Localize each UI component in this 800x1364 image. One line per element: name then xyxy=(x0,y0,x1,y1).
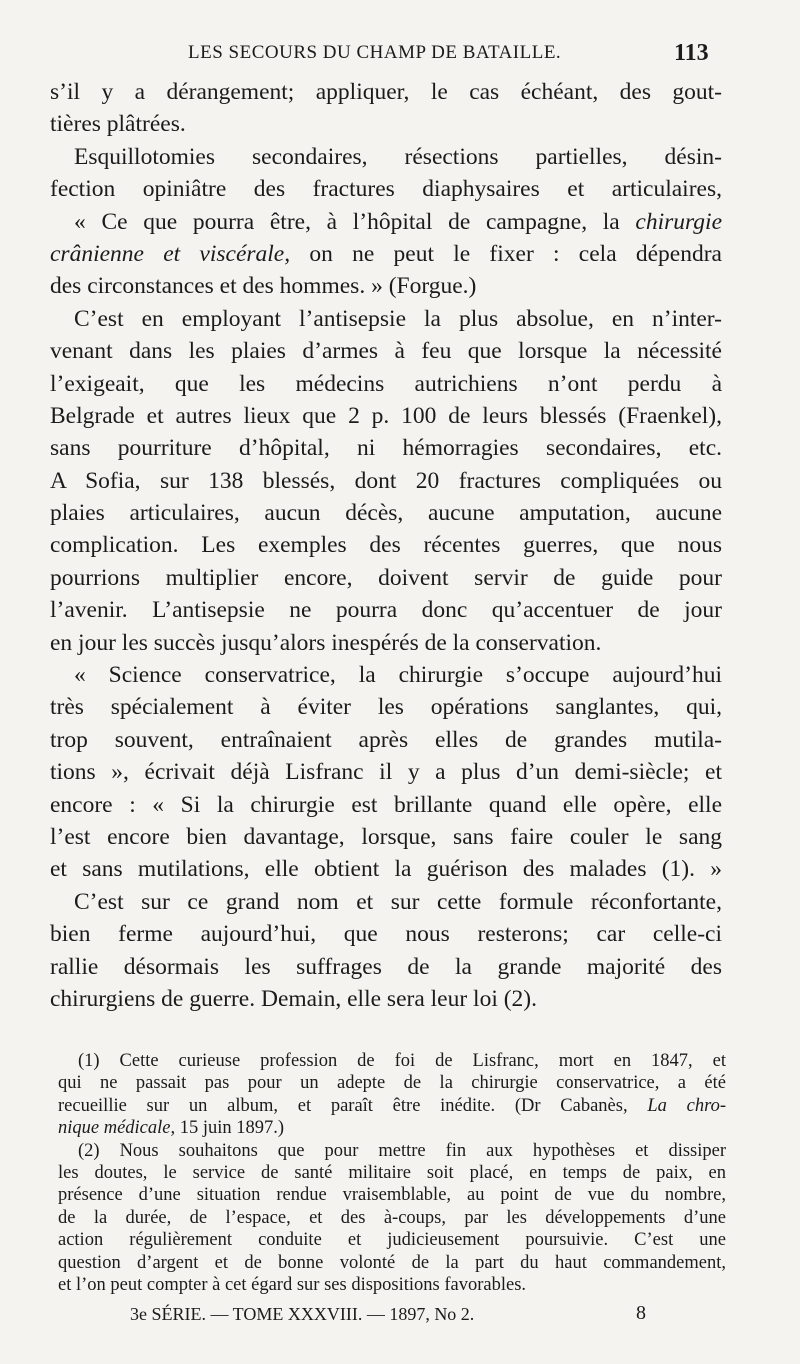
line-text: recueillie sur un album, et paraît être inédite. (Dr Cabanès, xyxy=(58,1095,628,1116)
text-line xyxy=(50,627,722,659)
footnote-line xyxy=(58,1095,726,1117)
line-text: l’avenir. L’antisepsie ne pourra donc qu’accentuer de jour xyxy=(50,597,722,624)
footnote-line xyxy=(58,1274,726,1296)
text-line xyxy=(50,724,722,756)
text-line xyxy=(50,108,722,140)
line-text: (2) Nous souhaitons que pour mettre fin aux hypothèses et dissiper xyxy=(78,1140,726,1161)
text-line xyxy=(50,886,722,918)
italic-text: La chro- xyxy=(647,1095,726,1116)
line-text: qui ne passait pas pour un adepte de la chirurgie conservatrice, a été xyxy=(58,1073,726,1094)
line-text: C’est en employant l’antisepsie la plus absolue, en n’inter- xyxy=(74,305,722,332)
text-line xyxy=(50,400,722,432)
text-line xyxy=(50,594,722,626)
line-text: « Ce que pourra être, à l’hôpital de campagne, la xyxy=(74,208,620,235)
page-number: 113 xyxy=(674,40,709,66)
line-text: fection opiniâtre des fractures diaphysaires et articulaires, xyxy=(50,176,722,203)
line-text: sans pourriture d’hôpital, ni hémorragies secondaires, etc. xyxy=(50,435,722,462)
footnote-line xyxy=(58,1140,726,1162)
text-line xyxy=(50,432,722,464)
line-text: C’est sur ce grand nom et sur cette formule réconfortante, xyxy=(74,888,722,915)
text-line xyxy=(50,789,722,821)
line-text: l’exigeait, que les médecins autrichiens n’ont perdu à xyxy=(50,370,722,397)
line-text: chirurgiens de guerre. Demain, elle sera leur loi (2). xyxy=(50,985,537,1012)
line-text: tières plâtrées. xyxy=(50,111,186,138)
line-text: et sans mutilations, elle obtient la guérison des malades (1). » xyxy=(50,856,722,883)
line-text: venant dans les plaies d’armes à feu que lorsque la nécessité xyxy=(50,338,722,365)
text-line xyxy=(50,951,722,983)
text-line xyxy=(50,173,722,205)
text-line xyxy=(50,76,722,108)
text-line xyxy=(50,335,722,367)
running-head xyxy=(0,40,800,68)
text-line xyxy=(50,756,722,788)
line-text: de la durée, de l’espace, et des à-coups, par les développements d’une xyxy=(58,1207,726,1228)
text-line xyxy=(50,303,722,335)
line-text: et l’on peut compter à cet égard sur ses dispositions favorables. xyxy=(58,1274,527,1295)
footnote-line xyxy=(58,1184,726,1206)
line-text: Belgrade et autres lieux que 2 p. 100 de leurs blessés (Fraenkel), xyxy=(50,402,722,429)
line-text: on ne peut le fixer : cela dépendra xyxy=(309,240,722,267)
line-text: très spécialement à éviter les opérations sanglantes, qui, xyxy=(50,694,722,721)
text-line xyxy=(50,821,722,853)
footnote-line xyxy=(58,1050,726,1072)
italic-text: crânienne et viscérale, xyxy=(50,240,291,267)
text-line xyxy=(50,270,722,302)
line-text: trop souvent, entraînaient après elles de grandes mutila- xyxy=(50,726,722,753)
text-line xyxy=(50,141,722,173)
line-text: question d’argent et de bonne volonté de la part du haut commandement, xyxy=(58,1252,726,1273)
text-line xyxy=(50,529,722,561)
text-line xyxy=(50,918,722,950)
footnote-line xyxy=(58,1072,726,1094)
text-line xyxy=(50,562,722,594)
line-text: pourrions multiplier encore, doivent servir de guide pour xyxy=(50,564,722,591)
line-text: s’il y a dérangement; appliquer, le cas échéant, des gout- xyxy=(50,79,722,105)
line-text: 15 juin 1897.) xyxy=(179,1118,285,1139)
text-line xyxy=(50,497,722,529)
line-text: l’est encore bien davantage, lorsque, sans faire couler le sang xyxy=(50,823,722,850)
text-line xyxy=(50,368,722,400)
text-line xyxy=(50,853,722,885)
line-text: en jour les succès jusqu’alors inespérés de la conservation. xyxy=(50,629,602,656)
text-line xyxy=(50,691,722,723)
text-line xyxy=(50,238,722,270)
text-line xyxy=(50,659,722,691)
italic-text: chirurgie xyxy=(635,208,722,235)
line-text: (1) Cette curieuse profession de foi de Lisfranc, mort en 1847, et xyxy=(78,1051,726,1071)
sheet-number: 8 xyxy=(636,1302,646,1324)
line-text: action régulièrement conduite et judicieusement poursuivie. C’est une xyxy=(58,1230,726,1251)
footnote-line xyxy=(58,1162,726,1184)
italic-text: nique médicale, xyxy=(58,1118,176,1139)
footnote-line xyxy=(58,1252,726,1274)
line-text: bien ferme aujourd’hui, que nous resterons; car celle-ci xyxy=(50,921,722,948)
main-text xyxy=(50,76,722,1015)
text-line xyxy=(50,983,722,1015)
line-text: des circonstances et des hommes. » (Forgue.) xyxy=(50,273,477,300)
line-text: plaies articulaires, aucun décès, aucune amputation, aucune xyxy=(50,500,722,527)
printer-signature: 3e SÉRIE. — TOME XXXVIII. — 1897, No 2. xyxy=(130,1304,475,1324)
footnotes xyxy=(58,1050,726,1296)
line-text: Esquillotomies secondaires, résections partielles, désin- xyxy=(74,143,722,170)
footnote-line xyxy=(58,1229,726,1251)
line-text: encore : « Si la chirurgie est brillante quand elle opère, elle xyxy=(50,791,722,818)
line-text: « Science conservatrice, la chirurgie s’occupe aujourd’hui xyxy=(74,662,722,689)
line-text: tions », écrivait déjà Lisfranc il y a plus d’un demi-siècle; et xyxy=(50,759,722,786)
text-line xyxy=(50,206,722,238)
running-title: LES SECOURS DU CHAMP DE BATAILLE. xyxy=(188,42,562,63)
text-line xyxy=(50,465,722,497)
line-text: rallie désormais les suffrages de la grande majorité des xyxy=(50,953,722,980)
page-footer xyxy=(0,1300,800,1330)
footnote-line xyxy=(58,1207,726,1229)
line-text: présence d’une situation rendue vraisemblable, au point de vue du nombre, xyxy=(58,1185,726,1206)
line-text: complication. Les exemples des récentes guerres, que nous xyxy=(50,532,722,559)
footnote-line xyxy=(58,1117,726,1139)
line-text: les doutes, le service de santé militaire soit placé, en temps de paix, en xyxy=(58,1162,726,1183)
line-text: A Sofia, sur 138 blessés, dont 20 fractures compliquées ou xyxy=(50,467,722,494)
